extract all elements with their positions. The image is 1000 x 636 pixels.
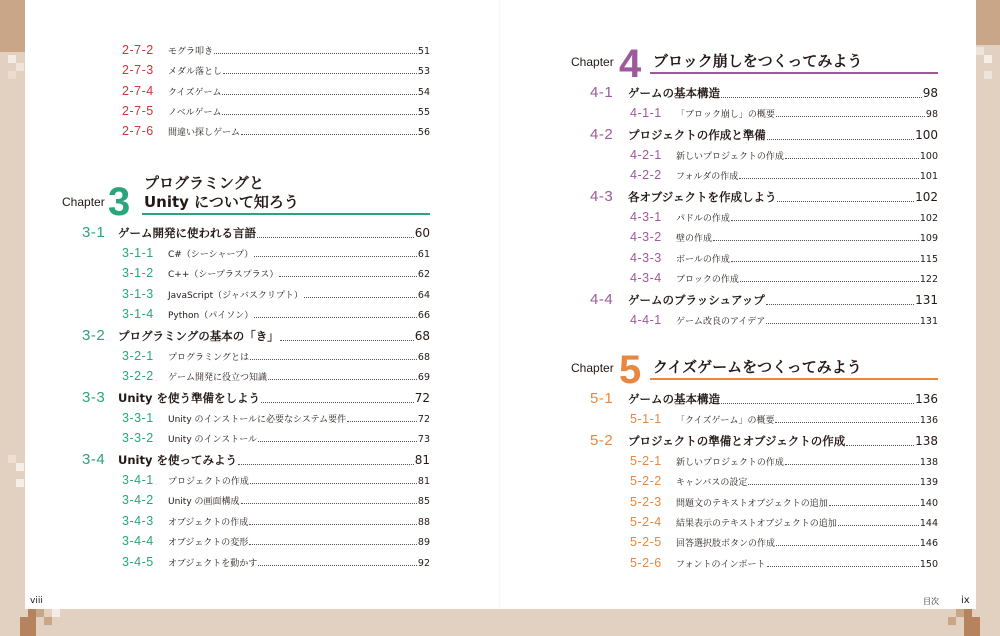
toc-subsection[interactable] (630, 474, 938, 488)
chapter-number: 5 (619, 348, 642, 392)
page-number: 60 (414, 226, 430, 240)
toc-subsection[interactable] (630, 495, 938, 509)
page-number: 122 (919, 274, 938, 285)
pixel-decoration (984, 55, 992, 63)
leader-dots (777, 201, 914, 202)
leader-dots (222, 114, 416, 115)
subsection-number: 2-7-6 (122, 124, 154, 138)
page-number: 146 (919, 538, 938, 549)
section-title: プロジェクトの作成と準備 (628, 128, 766, 142)
section-title: ゲームの基本構造 (628, 392, 720, 406)
pixel-decoration (976, 47, 984, 55)
page-edge-left-accent (0, 0, 25, 52)
toc-subsection[interactable] (122, 287, 430, 301)
chapter-label: Chapter (571, 55, 614, 69)
section-number: 5-1 (590, 390, 614, 407)
subsection-number: 3-4-5 (122, 555, 154, 569)
section-number: 3-3 (82, 389, 106, 406)
subsection-number: 3-4-1 (122, 473, 154, 487)
page-gutter (499, 0, 501, 609)
toc-subsection[interactable] (630, 106, 938, 120)
toc-subsection[interactable] (630, 168, 938, 182)
leader-dots (846, 445, 914, 446)
toc-subsection[interactable] (122, 246, 430, 260)
page-number: 136 (919, 415, 938, 426)
page-number: 64 (417, 290, 430, 301)
subsection-title: ブロックの作成 (676, 275, 739, 285)
leader-dots (776, 116, 925, 117)
toc-subsection[interactable] (122, 473, 430, 487)
leader-dots (268, 379, 417, 380)
subsection-number: 2-7-2 (122, 43, 154, 57)
toc-section[interactable] (82, 389, 430, 406)
leader-dots (254, 317, 417, 318)
page-number: 56 (417, 127, 430, 138)
page-number: 85 (417, 496, 430, 507)
toc-subsection[interactable] (122, 493, 430, 507)
subsection-title: モグラ叩き (168, 47, 214, 57)
section-number: 4-2 (590, 126, 614, 143)
toc-subsection[interactable] (122, 307, 430, 321)
page-number: 98 (925, 109, 938, 120)
page-number: 136 (915, 392, 938, 406)
section-title: Unity を使う準備をしよう (118, 391, 260, 405)
leader-dots (249, 544, 417, 545)
subsection-title: 「クイズゲーム」の概要 (676, 416, 775, 426)
subsection-title: プログラミングとは (168, 353, 250, 363)
subsection-number: 3-1-2 (122, 266, 154, 280)
chapter-rule (650, 72, 938, 74)
chapter-rule (142, 213, 430, 215)
subsection-title: オブジェクトの作成 (168, 518, 249, 528)
leader-dots (241, 134, 417, 135)
leader-dots (767, 139, 914, 140)
leader-dots (347, 421, 417, 422)
page-edge-bottom (25, 609, 976, 636)
chapter-number: 4 (619, 42, 642, 86)
toc-subsection[interactable] (122, 124, 430, 138)
page-number: 89 (417, 537, 430, 548)
page-number: 51 (417, 46, 430, 57)
subsection-number: 5-2-3 (630, 495, 662, 509)
toc-section[interactable] (590, 126, 938, 143)
pixel-decoration (8, 55, 16, 63)
subsection-number: 3-4-2 (122, 493, 154, 507)
chapter-label: Chapter (62, 195, 105, 209)
pixel-decoration (16, 463, 24, 471)
chapter-title: クイズゲームをつくってみよう (653, 358, 862, 376)
subsection-number: 4-2-1 (630, 148, 662, 162)
page-number: 81 (417, 476, 430, 487)
subsection-number: 5-2-1 (630, 454, 662, 468)
leader-dots (739, 178, 919, 179)
page-number: 102 (915, 190, 938, 204)
page-number: 73 (417, 434, 430, 445)
pixel-decoration (20, 617, 36, 636)
subsection-title: Unity の画面構成 (168, 497, 240, 507)
page-number: 100 (919, 151, 938, 162)
subsection-number: 3-2-2 (122, 369, 154, 383)
leader-dots (250, 483, 417, 484)
subsection-title: 「ブロック崩し」の概要 (676, 110, 775, 120)
toc-subsection[interactable] (122, 555, 430, 569)
toc-subsection[interactable] (630, 454, 938, 468)
subsection-title: ノベルゲーム (168, 108, 222, 118)
subsection-number: 3-2-1 (122, 349, 154, 363)
page-number: 68 (417, 352, 430, 363)
section-title: プログラミングの基本の「き」 (118, 329, 279, 343)
toc-section[interactable] (82, 224, 430, 241)
subsection-number: 4-3-4 (630, 271, 662, 285)
toc-section[interactable] (590, 432, 938, 449)
subsection-title: ボールの作成 (676, 255, 730, 265)
subsection-number: 3-4-4 (122, 534, 154, 548)
toc-subsection[interactable] (630, 535, 938, 549)
subsection-title: 新しいプロジェクトの作成 (676, 152, 784, 162)
page-number: 66 (417, 310, 430, 321)
page-number: 115 (919, 254, 938, 265)
subsection-number: 5-1-1 (630, 412, 662, 426)
subsection-title: プロジェクトの作成 (168, 477, 249, 487)
pixel-decoration (948, 617, 956, 625)
section-title: 各オブジェクトを作成しよう (628, 190, 777, 204)
subsection-title: オブジェクトの変形 (168, 538, 249, 548)
subsection-title: オブジェクトを動かす (168, 559, 258, 569)
toc-subsection[interactable] (630, 412, 938, 426)
subsection-number: 5-2-6 (630, 556, 662, 570)
section-title: Unity を使ってみよう (118, 453, 237, 467)
subsection-number: 3-1-3 (122, 287, 154, 301)
running-head: 目次 (923, 597, 939, 606)
leader-dots (214, 53, 417, 54)
toc-subsection[interactable] (122, 411, 430, 425)
leader-dots (258, 565, 417, 566)
leader-dots (721, 97, 922, 98)
subsection-title: 結果表示のテキストオブジェクトの追加 (676, 519, 837, 529)
page-number: 54 (417, 87, 430, 98)
subsection-title: 壁の作成 (676, 234, 713, 244)
section-title: プロジェクトの準備とオブジェクトの作成 (628, 434, 846, 448)
page-number: 53 (417, 66, 430, 77)
page-number: 101 (919, 171, 938, 182)
toc-subsection[interactable] (122, 43, 430, 57)
subsection-title: フォントのインポート (676, 560, 766, 570)
subsection-title: 新しいプロジェクトの作成 (676, 458, 784, 468)
leader-dots (785, 158, 919, 159)
leader-dots (766, 304, 914, 305)
leader-dots (776, 545, 919, 546)
subsection-title: メダル落とし (168, 67, 223, 77)
page-number: 100 (915, 128, 938, 142)
toc-subsection[interactable] (122, 266, 430, 280)
pixel-decoration (44, 617, 52, 625)
subsection-title: クイズゲーム (168, 88, 222, 98)
pixel-decoration (964, 609, 972, 636)
subsection-number: 3-3-1 (122, 411, 154, 425)
toc-subsection[interactable] (122, 84, 430, 98)
section-number: 3-2 (82, 327, 106, 344)
chapter-title-line-2: Unity について知ろう (144, 193, 299, 211)
page-number: 102 (919, 213, 938, 224)
toc-subsection[interactable] (630, 230, 938, 244)
page-number: 138 (919, 457, 938, 468)
subsection-number: 4-3-3 (630, 251, 662, 265)
page-number: 55 (417, 107, 430, 118)
page-number: 138 (915, 434, 938, 448)
subsection-number: 2-7-5 (122, 104, 154, 118)
subsection-title: 問題文のテキストオブジェクトの追加 (676, 499, 828, 509)
page-number: 92 (417, 558, 430, 569)
toc-subsection[interactable] (122, 369, 430, 383)
toc-section[interactable] (82, 327, 430, 344)
page-number: 140 (919, 498, 938, 509)
toc-section[interactable] (82, 451, 430, 468)
pixel-decoration (8, 71, 16, 79)
page-edge-right-accent (976, 0, 1000, 45)
subsection-number: 3-4-3 (122, 514, 154, 528)
page-number: 144 (919, 518, 938, 529)
subsection-title: 回答選択肢ボタンの作成 (676, 539, 776, 549)
subsection-title: JavaScript（ジャバスクリプト） (168, 291, 303, 301)
leader-dots (279, 276, 417, 277)
leader-dots (713, 240, 919, 241)
subsection-number: 5-2-5 (630, 535, 662, 549)
section-title: ゲーム開発に使われる言語 (118, 226, 256, 240)
leader-dots (223, 73, 417, 74)
page-number: 69 (417, 372, 430, 383)
chapter-number: 3 (108, 180, 131, 224)
section-number: 3-4 (82, 451, 106, 468)
leader-dots (250, 359, 417, 360)
pixel-decoration (972, 617, 980, 636)
page-edge-right (976, 0, 1000, 636)
chapter-title-line-1: プログラミングと (144, 174, 265, 192)
subsection-number: 2-7-4 (122, 84, 154, 98)
toc-section[interactable] (590, 291, 938, 308)
toc-subsection[interactable] (630, 515, 938, 529)
page-number: 81 (414, 453, 430, 467)
pixel-decoration (16, 479, 24, 487)
toc-subsection[interactable] (630, 251, 938, 265)
toc-subsection[interactable] (630, 271, 938, 285)
leader-dots (249, 524, 417, 525)
subsection-number: 3-3-2 (122, 431, 154, 445)
right-page-number: ix (961, 595, 970, 606)
subsection-number: 3-1-4 (122, 307, 154, 321)
leader-dots (304, 297, 417, 298)
section-number: 3-1 (82, 224, 106, 241)
pixel-decoration (956, 609, 964, 617)
toc-section[interactable] (590, 84, 938, 101)
subsection-number: 4-4-1 (630, 313, 662, 327)
toc-subsection[interactable] (630, 556, 938, 570)
section-number: 4-1 (590, 84, 614, 101)
leader-dots (731, 261, 919, 262)
subsection-title: Unity のインストール (168, 435, 258, 445)
subsection-title: キャンバスの設定 (676, 478, 748, 488)
subsection-title: フォルダの作成 (676, 172, 739, 182)
toc-subsection[interactable] (122, 534, 430, 548)
subsection-number: 2-7-3 (122, 63, 154, 77)
pixel-decoration (52, 609, 60, 617)
leader-dots (766, 323, 919, 324)
page-number: 98 (922, 86, 938, 100)
section-number: 5-2 (590, 432, 614, 449)
pixel-decoration (8, 455, 16, 463)
leader-dots (241, 503, 417, 504)
leader-dots (280, 340, 414, 341)
page-number: 72 (417, 414, 430, 425)
leader-dots (731, 220, 919, 221)
subsection-title: Unity のインストールに必要なシステム要件 (168, 415, 347, 425)
subsection-number: 3-1-1 (122, 246, 154, 260)
subsection-title: Python（パイソン） (168, 311, 254, 321)
pixel-decoration (16, 63, 24, 71)
toc-subsection[interactable] (122, 431, 430, 445)
page-number: 72 (414, 391, 430, 405)
subsection-title: パドルの作成 (676, 214, 730, 224)
leader-dots (261, 402, 414, 403)
page-number: 139 (919, 477, 938, 488)
page-number: 88 (417, 517, 430, 528)
toc-subsection[interactable] (630, 313, 938, 327)
leader-dots (748, 484, 918, 485)
leader-dots (740, 281, 919, 282)
section-number: 4-4 (590, 291, 614, 308)
leader-dots (767, 566, 919, 567)
subsection-number: 4-2-2 (630, 168, 662, 182)
subsection-number: 4-3-1 (630, 210, 662, 224)
leader-dots (775, 422, 918, 423)
toc-subsection[interactable] (630, 210, 938, 224)
pixel-decoration (36, 609, 44, 617)
chapter-rule (650, 378, 938, 380)
leader-dots (829, 505, 919, 506)
toc-subsection[interactable] (122, 63, 430, 77)
toc-section[interactable] (590, 188, 938, 205)
section-title: ゲームのブラッシュアップ (628, 293, 765, 307)
section-number: 4-3 (590, 188, 614, 205)
leader-dots (257, 237, 414, 238)
toc-subsection[interactable] (630, 148, 938, 162)
page-edge-left (0, 0, 25, 636)
leader-dots (785, 464, 919, 465)
page-number: 131 (915, 293, 938, 307)
leader-dots (838, 525, 919, 526)
toc-subsection[interactable] (122, 349, 430, 363)
subsection-number: 5-2-2 (630, 474, 662, 488)
subsection-title: ゲーム開発に役立つ知識 (168, 373, 268, 383)
subsection-number: 4-3-2 (630, 230, 662, 244)
left-page-number: viii (30, 596, 43, 606)
page-number: 61 (417, 249, 430, 260)
page-number: 150 (919, 559, 938, 570)
pixel-decoration (28, 609, 36, 617)
leader-dots (238, 464, 414, 465)
subsection-number: 5-2-4 (630, 515, 662, 529)
subsection-number: 4-1-1 (630, 106, 662, 120)
chapter-title: ブロック崩しをつくってみよう (653, 52, 863, 70)
toc-subsection[interactable] (122, 514, 430, 528)
leader-dots (258, 441, 417, 442)
page-number: 68 (414, 329, 430, 343)
toc-section[interactable] (590, 390, 938, 407)
subsection-title: C++（シープラスプラス） (168, 270, 279, 280)
leader-dots (721, 403, 914, 404)
toc-subsection[interactable] (122, 104, 430, 118)
section-title: ゲームの基本構造 (628, 86, 720, 100)
page-number: 109 (919, 233, 938, 244)
chapter-label: Chapter (571, 361, 614, 375)
subsection-title: 間違い探しゲーム (168, 128, 241, 138)
page-number: 131 (919, 316, 938, 327)
subsection-title: ゲーム改良のアイデア (676, 317, 766, 327)
subsection-title: C#（シーシャープ） (168, 250, 254, 260)
leader-dots (254, 256, 417, 257)
leader-dots (222, 94, 416, 95)
pixel-decoration (984, 71, 992, 79)
page-number: 62 (417, 269, 430, 280)
